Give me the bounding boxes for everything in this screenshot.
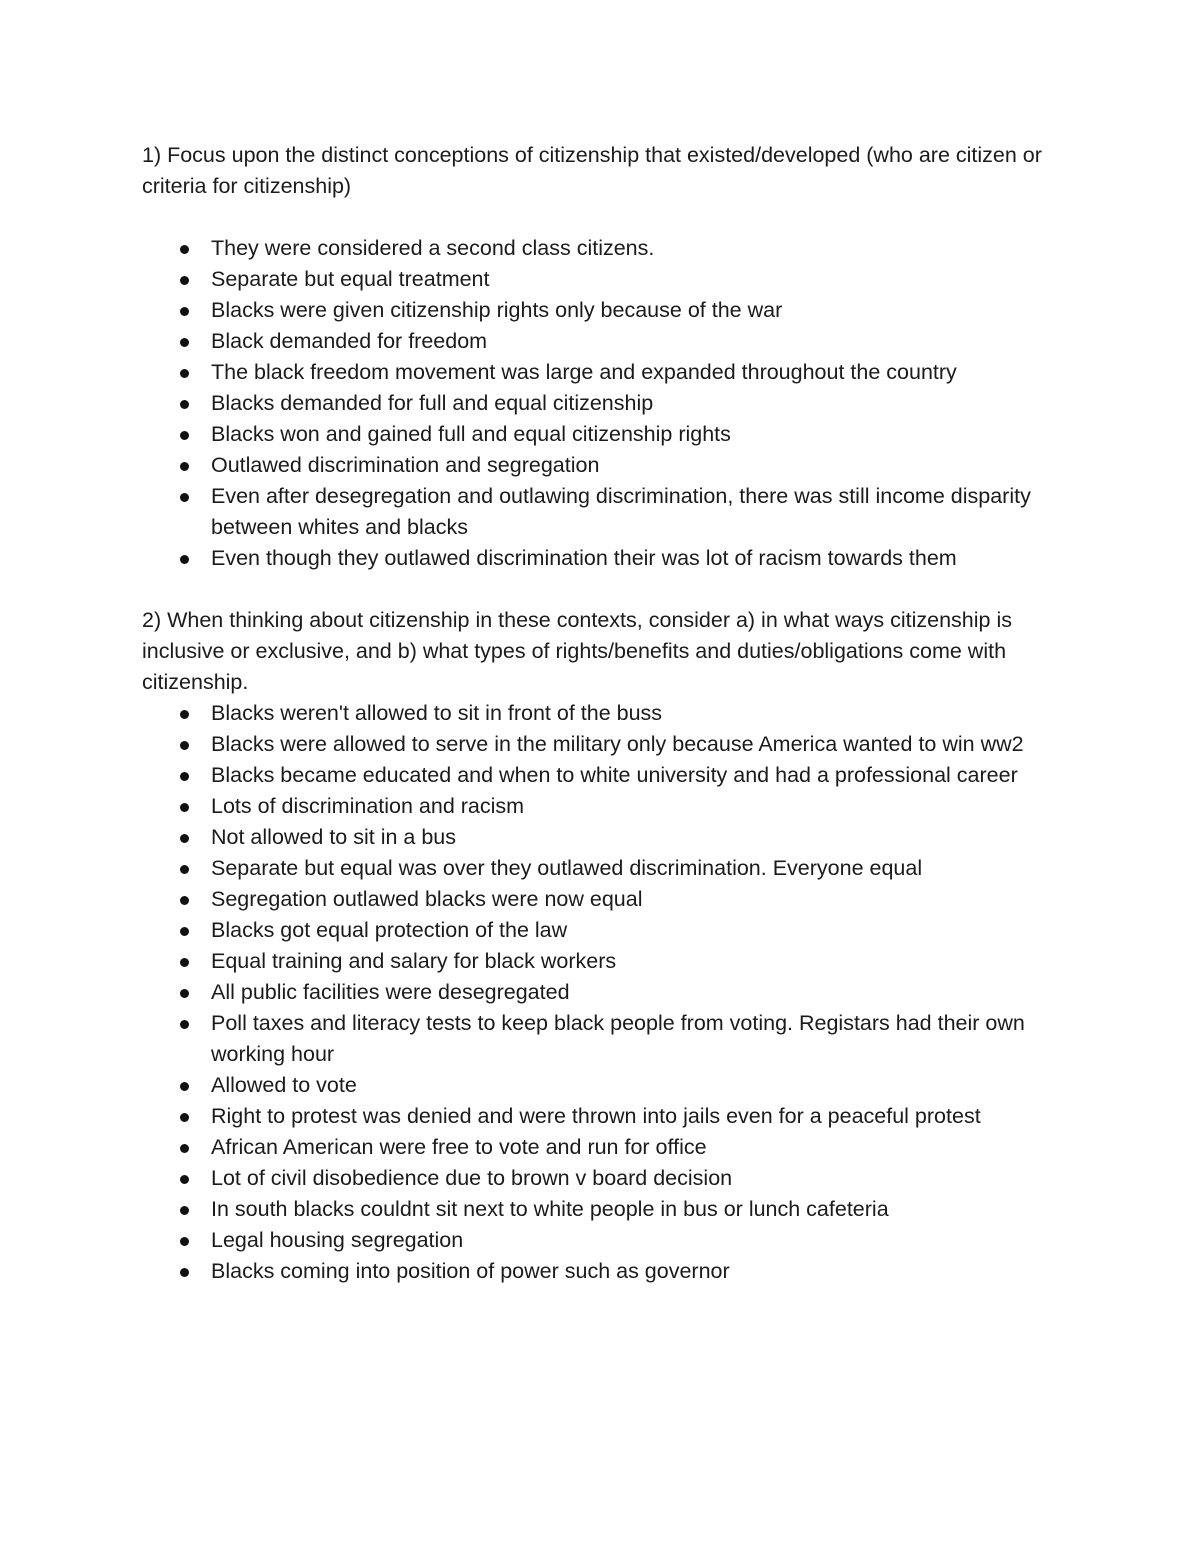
list-item bbox=[142, 388, 1072, 419]
list-item bbox=[142, 233, 1072, 264]
list-item-text: African American were free to vote and run for office bbox=[211, 1135, 707, 1159]
list-item-text: Allowed to vote bbox=[211, 1073, 357, 1097]
bullet-icon bbox=[180, 338, 189, 347]
list-item-text: Separate but equal treatment bbox=[211, 267, 490, 291]
list-item-text: All public facilities were desegregated bbox=[211, 980, 570, 1004]
bullet-icon bbox=[180, 1268, 189, 1277]
list-item-text: In south blacks couldnt sit next to white people in bus or lunch cafeteria bbox=[211, 1197, 889, 1221]
list-item-text: Blacks were allowed to serve in the military only because America wanted to win ww2 bbox=[211, 732, 1024, 756]
list-item-text: Black demanded for freedom bbox=[211, 329, 488, 353]
list-item bbox=[142, 1008, 1072, 1070]
bullet-icon bbox=[180, 1206, 189, 1215]
list-item-text: Not allowed to sit in a bus bbox=[211, 825, 456, 849]
bullet-icon bbox=[180, 307, 189, 316]
list-item bbox=[142, 543, 1072, 574]
list-item-text: Poll taxes and literacy tests to keep black people from voting. Registars had their own working hour bbox=[211, 1011, 1025, 1066]
bullet-icon bbox=[180, 1237, 189, 1246]
bullet-icon bbox=[180, 927, 189, 936]
question-2-answer-list bbox=[142, 698, 1072, 1287]
list-item-text: Blacks demanded for full and equal citizenship bbox=[211, 391, 654, 415]
list-item bbox=[142, 853, 1072, 884]
list-item-text: Lots of discrimination and racism bbox=[211, 794, 525, 818]
list-item-text: Separate but equal was over they outlawed discrimination. Everyone equal bbox=[211, 856, 923, 880]
list-item bbox=[142, 481, 1072, 543]
list-item-text: Blacks weren't allowed to sit in front of the buss bbox=[211, 701, 663, 725]
document-body bbox=[142, 140, 1072, 1287]
list-item bbox=[142, 1132, 1072, 1163]
list-item bbox=[142, 1070, 1072, 1101]
list-item-text: Legal housing segregation bbox=[211, 1228, 464, 1252]
paragraph-spacer bbox=[142, 574, 1072, 605]
list-item bbox=[142, 760, 1072, 791]
list-item bbox=[142, 264, 1072, 295]
list-item bbox=[142, 915, 1072, 946]
list-item-text: Blacks became educated and when to white university and had a professional career bbox=[211, 763, 1018, 787]
bullet-icon bbox=[180, 865, 189, 874]
bullet-icon bbox=[180, 896, 189, 905]
list-item bbox=[142, 419, 1072, 450]
bullet-icon bbox=[180, 493, 189, 502]
list-item bbox=[142, 729, 1072, 760]
list-item bbox=[142, 326, 1072, 357]
bullet-icon bbox=[180, 803, 189, 812]
bullet-icon bbox=[180, 1020, 189, 1029]
bullet-icon bbox=[180, 989, 189, 998]
list-item bbox=[142, 1256, 1072, 1287]
bullet-icon bbox=[180, 276, 189, 285]
list-item bbox=[142, 884, 1072, 915]
list-item bbox=[142, 357, 1072, 388]
list-item bbox=[142, 295, 1072, 326]
list-item-text: Segregation outlawed blacks were now equal bbox=[211, 887, 643, 911]
bullet-icon bbox=[180, 400, 189, 409]
list-item-text: Blacks coming into position of power such as governor bbox=[211, 1259, 730, 1283]
list-item bbox=[142, 1194, 1072, 1225]
list-item bbox=[142, 1101, 1072, 1132]
list-item-text: Lot of civil disobedience due to brown v board decision bbox=[211, 1166, 733, 1190]
list-item-text: Equal training and salary for black workers bbox=[211, 949, 617, 973]
bullet-icon bbox=[180, 741, 189, 750]
list-item bbox=[142, 791, 1072, 822]
list-item-text: Outlawed discrimination and segregation bbox=[211, 453, 600, 477]
list-item bbox=[142, 1225, 1072, 1256]
bullet-icon bbox=[180, 1175, 189, 1184]
bullet-icon bbox=[180, 1082, 189, 1091]
question-1-answer-list bbox=[142, 233, 1072, 574]
question-1: 1) Focus upon the distinct conceptions of citizenship that existed/developed (who are citizen or criteria for citizenship) bbox=[142, 143, 1042, 198]
paragraph-spacer bbox=[142, 202, 1072, 233]
list-item-text: Even though they outlawed discrimination their was lot of racism towards them bbox=[211, 546, 957, 570]
bullet-icon bbox=[180, 772, 189, 781]
bullet-icon bbox=[180, 431, 189, 440]
bullet-icon bbox=[180, 834, 189, 843]
list-item-text: The black freedom movement was large and expanded throughout the country bbox=[211, 360, 957, 384]
list-item-text: Blacks were given citizenship rights only because of the war bbox=[211, 298, 783, 322]
bullet-icon bbox=[180, 462, 189, 471]
bullet-icon bbox=[180, 710, 189, 719]
bullet-icon bbox=[180, 958, 189, 967]
list-item bbox=[142, 977, 1072, 1008]
list-item-text: Blacks won and gained full and equal citizenship rights bbox=[211, 422, 731, 446]
list-item bbox=[142, 450, 1072, 481]
bullet-icon bbox=[180, 1113, 189, 1122]
list-item-text: They were considered a second class citizens. bbox=[211, 236, 655, 260]
bullet-icon bbox=[180, 1144, 189, 1153]
bullet-icon bbox=[180, 555, 189, 564]
list-item bbox=[142, 698, 1072, 729]
list-item-text: Even after desegregation and outlawing discrimination, there was still income disparity between whites and blacks bbox=[211, 484, 1031, 539]
list-item-text: Blacks got equal protection of the law bbox=[211, 918, 568, 942]
bullet-icon bbox=[180, 245, 189, 254]
list-item bbox=[142, 1163, 1072, 1194]
list-item bbox=[142, 946, 1072, 977]
bullet-icon bbox=[180, 369, 189, 378]
question-2: 2) When thinking about citizenship in these contexts, consider a) in what ways citizenship is inclusive or exclusive, and b) what types of rights/benefits and duties/obligations come with citizenship. bbox=[142, 608, 1012, 694]
list-item bbox=[142, 822, 1072, 853]
list-item-text: Right to protest was denied and were thrown into jails even for a peaceful protest bbox=[211, 1104, 981, 1128]
